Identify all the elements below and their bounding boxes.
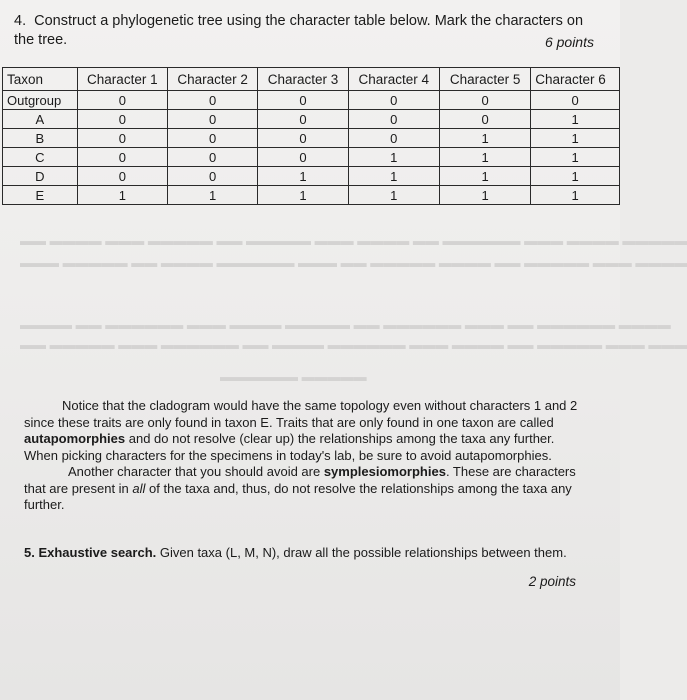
value-cell: 1	[348, 148, 439, 167]
table-header-row	[3, 68, 620, 91]
bleed-through-line: ▬▬ ▬▬▬▬▬ ▬▬▬ ▬▬▬▬▬▬ ▬▬ ▬▬▬▬ ▬▬▬▬▬▬ ▬▬▬ ▬▬▬▬ ▬▬ ▬▬▬▬▬ ▬▬▬ ▬▬▬	[20, 337, 687, 352]
value-cell: 0	[348, 110, 439, 129]
emphasis-all: all	[132, 480, 146, 496]
value-cell: 0	[77, 148, 167, 167]
column-header-character-5: Character 5	[439, 68, 530, 91]
question-4-text: Construct a phylogenetic tree using the character table below. Mark the characters on the tree.	[14, 13, 584, 48]
question-5	[24, 544, 584, 561]
value-cell: 0	[348, 129, 439, 148]
value-cell: 0	[167, 167, 257, 186]
term-autapomorphies: autapomorphies	[24, 431, 126, 446]
taxon-cell: A	[3, 110, 78, 129]
symplesiomorphy-paragraph	[24, 464, 590, 514]
character-table	[2, 67, 620, 205]
paragraph-text: and do not resolve (clear up) the relationships among the taxa any further. When picking characters for the specimens in today's lab, be sure to avoid autapomorphies.	[24, 431, 555, 463]
value-cell: 0	[258, 110, 348, 129]
value-cell: 0	[258, 148, 348, 167]
paragraph-text: Another character that you should avoid are	[68, 464, 324, 479]
value-cell: 0	[439, 91, 530, 110]
taxon-cell: D	[3, 167, 78, 186]
value-cell: 1	[348, 167, 439, 186]
bleed-through-line: ▬▬▬▬▬▬ ▬▬▬▬▬	[220, 369, 367, 384]
question-4-points: 6 points	[544, 34, 594, 50]
value-cell: 1	[77, 186, 167, 205]
table-row	[3, 167, 620, 186]
value-cell: 0	[348, 91, 439, 110]
value-cell: 1	[531, 167, 620, 186]
value-cell: 0	[167, 91, 257, 110]
value-cell: 0	[439, 110, 530, 129]
value-cell: 0	[77, 91, 167, 110]
value-cell: 1	[531, 148, 620, 167]
value-cell: 0	[258, 129, 348, 148]
table-row	[3, 148, 620, 167]
table-row	[3, 91, 620, 110]
value-cell: 1	[258, 167, 348, 186]
value-cell: 1	[348, 186, 439, 205]
term-symplesiomorphies: symplesiomorphies	[323, 464, 446, 479]
column-header-character-3: Character 3	[258, 68, 348, 91]
taxon-cell: B	[3, 129, 78, 148]
value-cell: 0	[167, 129, 257, 148]
value-cell: 0	[77, 167, 167, 186]
value-cell: 1	[439, 167, 530, 186]
value-cell: 1	[531, 129, 620, 148]
taxon-cell: C	[3, 148, 78, 167]
value-cell: 0	[167, 110, 257, 129]
value-cell: 1	[531, 186, 620, 205]
taxon-cell: E	[3, 186, 78, 205]
value-cell: 0	[167, 148, 257, 167]
paragraph-text: . These are characters that are present in	[24, 464, 576, 496]
autapomorphy-paragraph	[24, 398, 590, 464]
taxon-cell: Outgroup	[3, 91, 78, 110]
column-header-character-6: Character 6	[531, 68, 620, 91]
question-5-label: Exhaustive search.	[38, 545, 157, 560]
value-cell: 1	[439, 129, 530, 148]
value-cell: 1	[531, 110, 620, 129]
value-cell: 0	[77, 129, 167, 148]
table-row	[3, 110, 620, 129]
bleed-through-line: ▬▬ ▬▬▬▬ ▬▬▬ ▬▬▬▬▬ ▬▬ ▬▬▬▬▬ ▬▬▬ ▬▬▬▬ ▬▬ ▬▬▬▬▬▬ ▬▬▬ ▬▬▬▬ ▬▬▬▬▬	[20, 233, 687, 248]
column-header-taxon: Taxon	[3, 68, 78, 91]
value-cell: 1	[258, 186, 348, 205]
notes-section	[24, 398, 590, 514]
value-cell: 1	[439, 148, 530, 167]
question-4	[14, 12, 604, 50]
question-4-number: 4.	[14, 13, 27, 29]
bleed-through-line: ▬▬▬▬ ▬▬ ▬▬▬▬▬▬ ▬▬▬ ▬▬▬▬ ▬▬▬▬▬ ▬▬ ▬▬▬▬▬▬ ▬▬▬ ▬▬ ▬▬▬▬▬▬ ▬▬▬▬	[20, 317, 671, 332]
paragraph-text: of the taxa and, thus, do not resolve the relationships among the taxa any further.	[24, 480, 572, 512]
paragraph-text: Notice that the cladogram would have the same topology even without characters 1 and 2 since these traits are only found in taxon E. Traits that are only found in one taxon are called	[24, 398, 578, 430]
question-5-points: 2 points	[528, 574, 576, 589]
question-5-text: Given taxa (L, M, N), draw all the possible relationships between them.	[156, 545, 567, 560]
table-row	[3, 129, 620, 148]
value-cell: 1	[167, 186, 257, 205]
table-row	[3, 186, 620, 205]
column-header-character-2: Character 2	[167, 68, 257, 91]
value-cell: 0	[531, 91, 620, 110]
column-header-character-4: Character 4	[348, 68, 439, 91]
bleed-through-line: ▬▬▬ ▬▬▬▬▬ ▬▬ ▬▬▬▬ ▬▬▬▬▬▬ ▬▬▬ ▬▬ ▬▬▬▬▬ ▬▬▬▬ ▬▬ ▬▬▬▬▬ ▬▬▬ ▬▬▬▬	[20, 255, 687, 270]
question-5-number: 5.	[24, 545, 35, 560]
value-cell: 1	[439, 186, 530, 205]
value-cell: 0	[258, 91, 348, 110]
value-cell: 0	[77, 110, 167, 129]
column-header-character-1: Character 1	[77, 68, 167, 91]
